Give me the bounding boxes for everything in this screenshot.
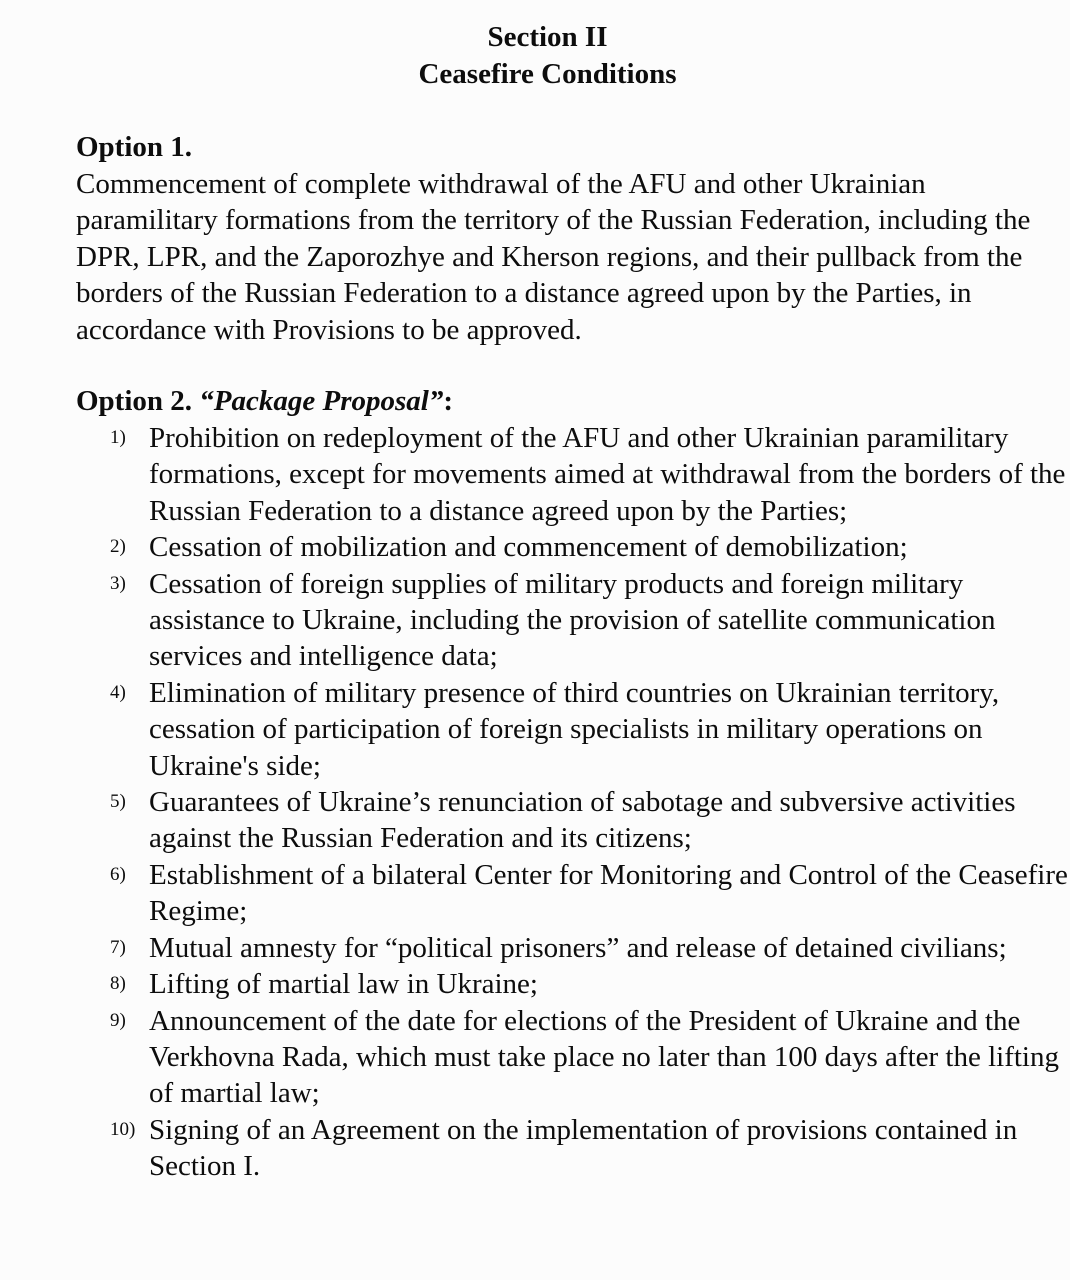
list-item-text: Lifting of martial law in Ukraine; — [149, 968, 538, 1001]
list-item — [110, 529, 1070, 565]
package-proposal-list — [110, 420, 1070, 1185]
list-item-text: Signing of an Agreement on the implementation of provisions contained in Section I. — [149, 1113, 1018, 1183]
list-item-text: Elimination of military presence of third countries on Ukrainian territory, cessation of participation of foreign specialists in military operations on Ukraine's side; — [149, 676, 1000, 782]
section-number: Section II — [487, 21, 608, 53]
list-item — [110, 966, 1070, 1002]
list-item — [110, 566, 1070, 675]
list-item — [110, 1003, 1070, 1112]
list-item-text: Cessation of foreign supplies of military products and foreign military assistance to Ukraine, including the provision of satellite communication services and intelligence data; — [149, 567, 996, 673]
list-item-number: 2) — [110, 536, 126, 558]
option-2-title-suffix: : — [443, 385, 454, 417]
option-1-text: Commencement of complete withdrawal of the AFU and other Ukrainian paramilitary formations from the territory of the Russian Federation, including the DPR, LPR, and the Zaporozhye and Kherson regions, and their pullback from the borders of the Russian Federation to a distance agreed upon by the Parties, in accordance with Provisions to be approved. — [76, 168, 1031, 346]
section-title: Ceasefire Conditions — [418, 58, 677, 90]
option-2-title-prefix: Option 2. — [76, 385, 193, 417]
list-item-text: Guarantees of Ukraine’s renunciation of sabotage and subversive activities against the Russian Federation and its citizens; — [149, 786, 1016, 855]
list-item — [110, 420, 1070, 529]
list-item-number: 4) — [110, 681, 126, 703]
list-item-text: Cessation of mobilization and commencement of demobilization; — [149, 531, 908, 564]
list-item-number: 3) — [110, 572, 126, 594]
list-item-text: Prohibition on redeployment of the AFU and other Ukrainian paramilitary formations, except for movements aimed at withdrawal from the borders of the Russian Federation to a distance agreed upon by the Parties; — [149, 422, 1066, 527]
list-item-number: 5) — [110, 791, 126, 813]
list-item-text: Mutual amnesty for “political prisoners” and release of detained civilians; — [149, 931, 1007, 964]
list-item — [110, 784, 1070, 857]
list-item — [110, 930, 1070, 966]
list-item-number: 7) — [110, 936, 126, 958]
list-item-number: 10) — [110, 1118, 136, 1140]
list-item-number: 1) — [110, 427, 126, 448]
list-item-number: 8) — [110, 973, 126, 995]
list-item-number: 6) — [110, 863, 126, 885]
list-item-text: Establishment of a bilateral Center for Monitoring and Control of the Ceasefire Regime; — [149, 858, 1068, 928]
list-item — [110, 675, 1070, 784]
option-2-title-italic: “Package Proposal” — [199, 385, 444, 417]
option-1-title: Option 1. — [76, 131, 193, 163]
list-item — [110, 857, 1070, 930]
list-item-number: 9) — [110, 1009, 126, 1031]
list-item — [110, 1112, 1070, 1185]
option-2-title — [76, 383, 453, 419]
list-item-text: Announcement of the date for elections of the President of Ukraine and the Verkhovna Rada, which must take place no later than 100 days after the lifting of martial law; — [149, 1004, 1059, 1110]
